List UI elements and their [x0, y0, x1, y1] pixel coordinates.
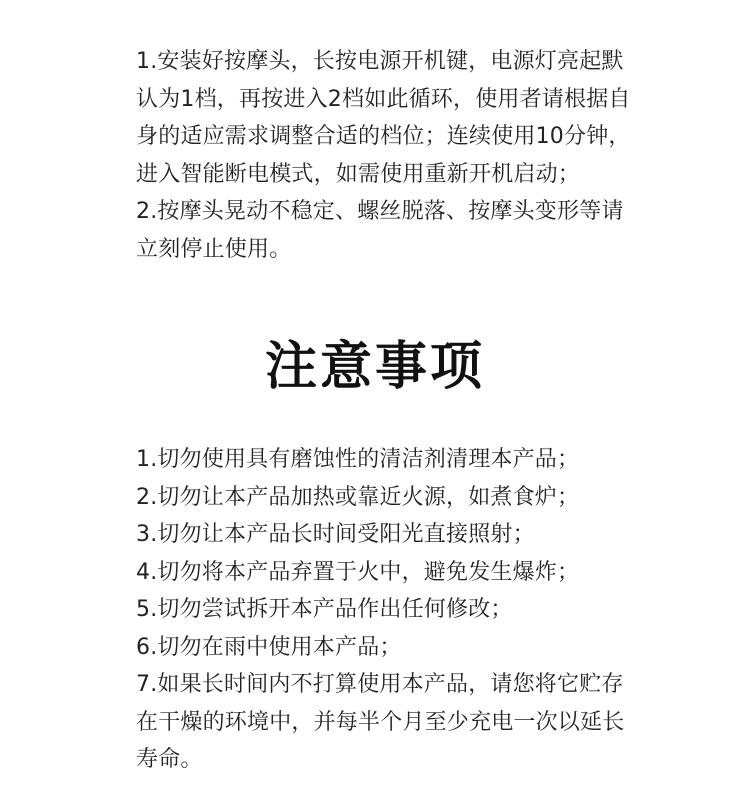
precaution-line: 1.切勿使用具有磨蚀性的清洁剂清理本产品； [136, 447, 580, 472]
instruction-line: 进入智能断电模式，如需使用重新开机启动； [136, 161, 581, 187]
precaution-line: 4.切勿将本产品弃置于火中，避免发生爆炸； [136, 559, 580, 585]
precaution-line: 2.切勿让本产品加热或靠近火源，如煮食炉； [136, 484, 580, 510]
precaution-line: 3.切勿让本产品长时间受阳光直接照射； [136, 522, 535, 547]
instruction-line: 身的适应需求调整合适的档位；连续使用10分钟， [136, 124, 631, 149]
precaution-line: 寿命。 [136, 747, 203, 772]
instruction-line: 立刻停止使用。 [136, 236, 292, 262]
precaution-line: 5.切勿尝试拆开本产品作出任何修改； [136, 597, 513, 622]
precaution-line: 6.切勿在雨中使用本产品； [136, 634, 402, 660]
precautions-list [136, 441, 696, 779]
instruction-line: 2.按摩头晃动不稳定、螺丝脱落、按摩头变形等请 [136, 199, 624, 224]
precaution-line: 7.如果长时间内不打算使用本产品，请您将它贮存 [136, 672, 624, 697]
precautions-heading: 注意事项 [264, 337, 485, 397]
instruction-line: 1.安装好按摩头，长按电源开机键，电源灯亮起默 [136, 49, 624, 74]
instruction-line: 认为1档，再按进入2档如此循环，使用者请根据自 [136, 86, 631, 112]
usage-instructions [136, 43, 676, 268]
precaution-line: 在干燥的环境中，并每半个月至少充电一次以延长 [136, 709, 625, 735]
